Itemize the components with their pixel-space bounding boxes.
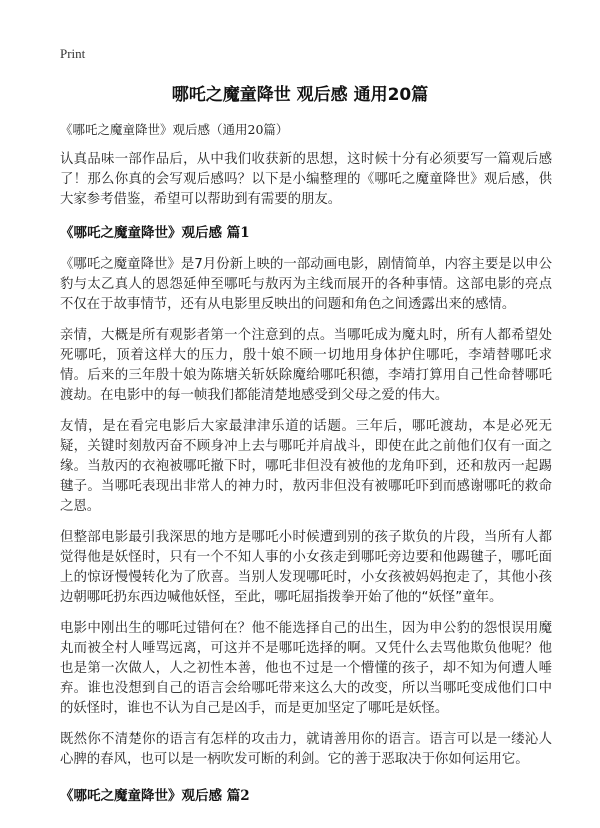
section-1-paragraph-4: 但整部电影最引我深思的地方是哪吒小时候遭到别的孩子欺负的片段，当所有人都觉得他是妖怪时，只有一个不知人事的小女孩走到哪吒旁边要和他踢毽子，哪吒面上的惊讶慢慢转化为了欣喜。当别人发现哪吒时，小女孩被妈妈抱走了，其他小孩边朝哪吒扔东西边喊他妖怪，至此，哪吒屈指拨拳开始了他的“妖怪”童年。 [60,530,552,605]
section-1-paragraph-2: 亲情，大概是所有观影者第一个注意到的点。当哪吒成为魔丸时，所有人都希望处死哪吒，顶着这样大的压力，殷十娘不顾一切地用身体护住哪吒，李靖替哪吒求情。后来的三年殷十娘为陈塘关斩妖除魔给哪吒积德，李靖打算用自己性命替哪吒渡劫。在电影中的每一帧我们都能清楚地感受到父母之爱的伟大。 [60,328,552,403]
document-subtitle: 《哪吒之魔童降世》观后感（通用20篇） [60,122,289,137]
section-1-paragraph-1: 《哪吒之魔童降世》是7月份新上映的一部动画电影，剧情简单，内容主要是以申公豹与太乙真人的恩怨延伸至哪吒与敖丙为主线而展开的各种事情。这部电影的亮点不仅在于故事情节，还有从电影里反映出的问题和角色之间透露出来的感情。 [60,257,552,312]
section-heading-1: 《哪吒之魔童降世》观后感 篇1 [60,225,250,241]
section-1-paragraph-5: 电影中刚出生的哪吒过错何在？他不能选择自己的出生，因为申公豹的怨恨误用魔丸而被全村人唾骂远离，可这并不是哪吒选择的啊。又凭什么去骂他欺负他呢？他也是第一次做人，人之初性本善，他也不过是一个懵懂的孩子，却不知为何遭人唾弃。谁也没想到自己的语言会给哪吒带来这么大的改变，所以当哪吒变成他们口中的妖怪时，谁也不认为自己是凶手，而是更加坚定了哪吒是妖怪。 [60,621,552,716]
intro-paragraph: 认真品味一部作品后，从中我们收获新的思想，这时候十分有必须要写一篇观后感了！那么你真的会写观后感吗？以下是小编整理的《哪吒之魔童降世》观后感，供大家参考借鉴，希望可以帮助到有需要的朋友。 [60,152,552,207]
page-title: 哪吒之魔童降世 观后感 通用20篇 [171,85,429,105]
section-1-paragraph-6: 既然你不清楚你的语言有怎样的攻击力，就请善用你的语言。语言可以是一缕沁人心脾的春风，也可以是一柄吹发可断的利剑。它的善于恶取决于你如何运用它。 [60,732,552,767]
document-body [60,150,552,818]
section-1-paragraph-3: 友情，是在看完电影后大家最津津乐道的话题。三年后，哪吒渡劫，本是必死无疑，关键时刻敖丙奋不顾身冲上去与哪吒并肩战斗，即使在此之前他们仅有一面之缘。当敖丙的衣袍被哪吒撤下时，哪吒非但没有被他的龙角吓到，还和敖丙一起踢毽子。当哪吒表现出非常人的神力时，敖丙非但没有被哪吒吓到而感谢哪吒的救命之恩。 [60,419,552,514]
section-heading-2: 《哪吒之魔童降世》观后感 篇2 [60,788,250,804]
print-link[interactable]: Print [60,46,86,61]
